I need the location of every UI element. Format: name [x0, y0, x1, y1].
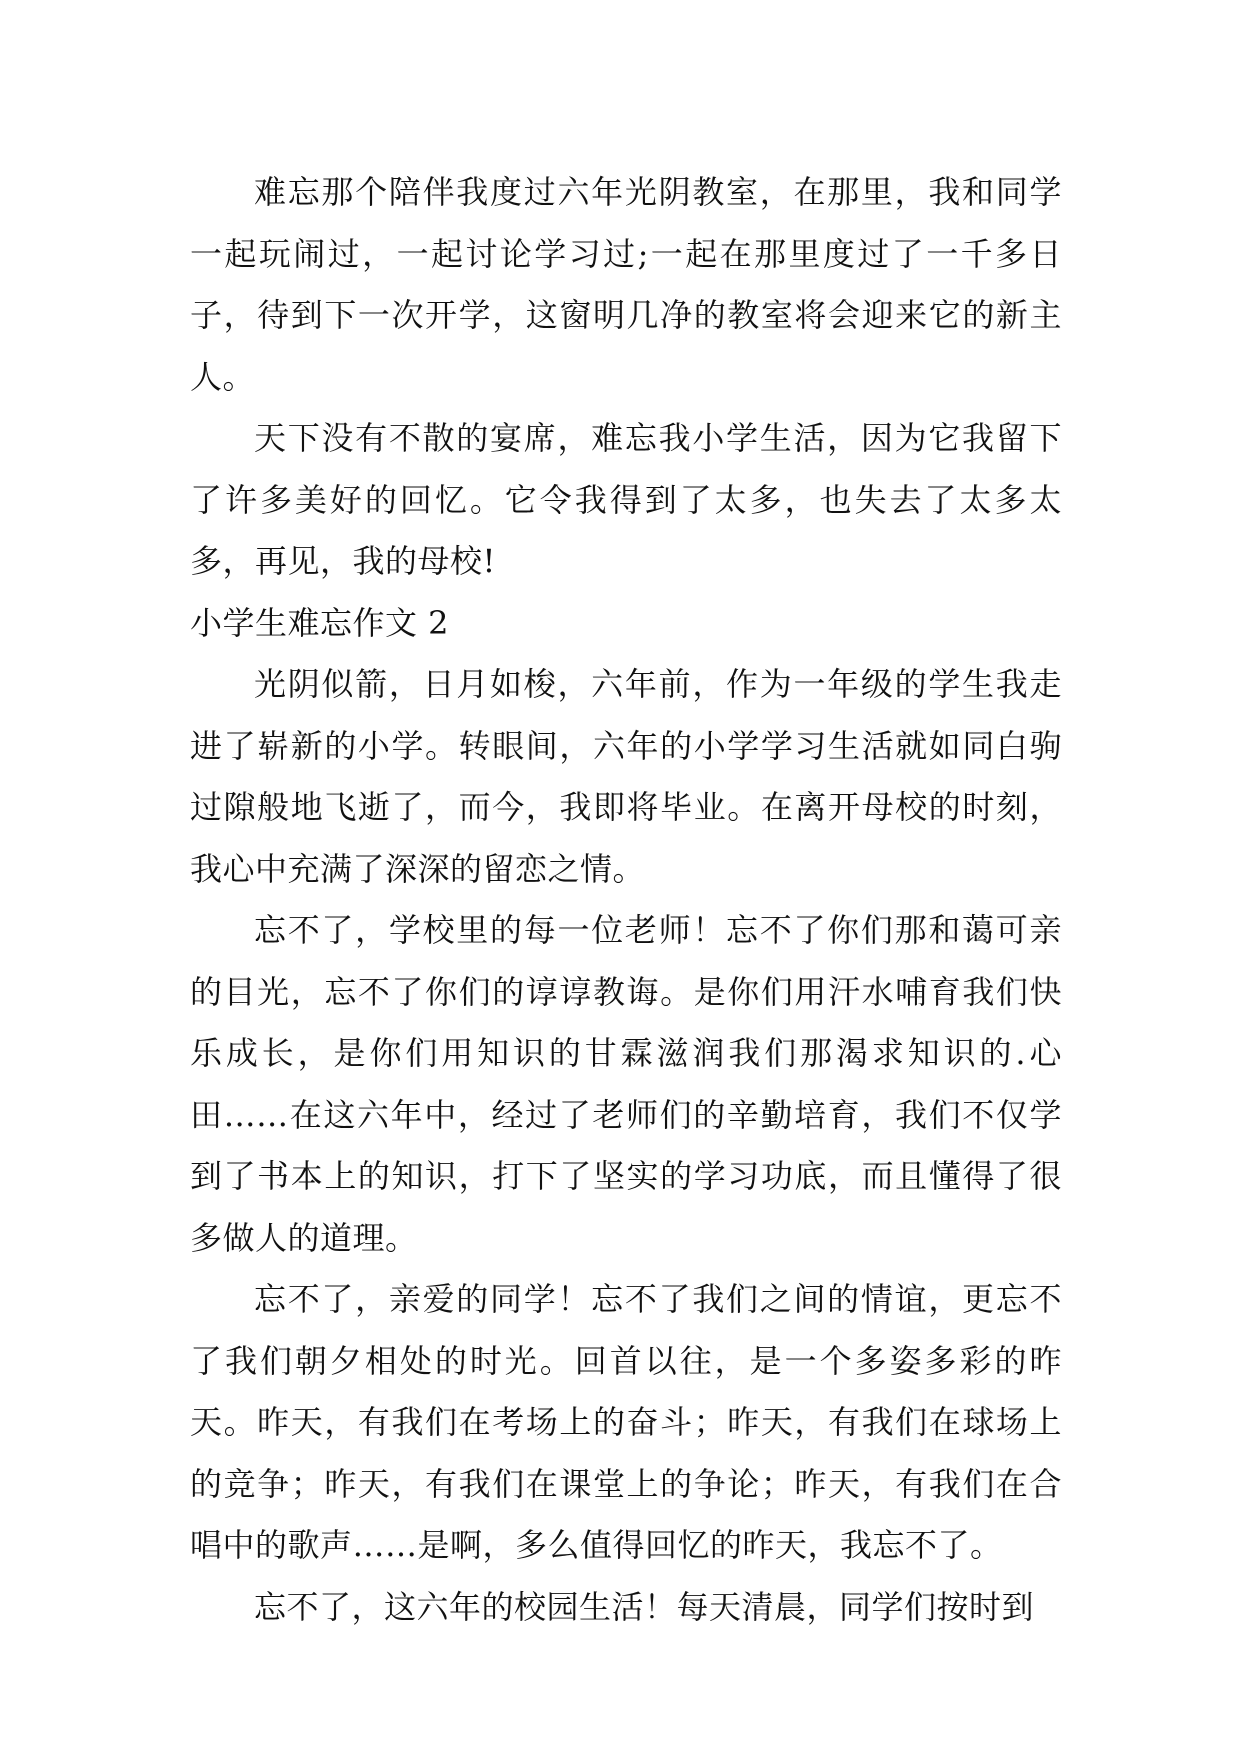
paragraph-3: 光阴似箭，日月如梭，六年前，作为一年级的学生我走进了崭新的小学。转眼间，六年的小学学习生活就如同白驹过隙般地飞逝了，而今，我即将毕业。在离开母校的时刻，我心中充满了深深的留恋之情。 [190, 665, 1062, 888]
paragraph-1: 难忘那个陪伴我度过六年光阴教室，在那里，我和同学一起玩闹过，一起讨论学习过;一起在那里度过了一千多日子，待到下一次开学，这窗明几净的教室将会迎来它的新主人。 [190, 173, 1062, 396]
document-body [190, 162, 1062, 1638]
paragraph-4: 忘不了，学校里的每一位老师！忘不了你们那和蔼可亲的目光，忘不了你们的谆谆教诲。是你们用汗水哺育我们快乐成长，是你们用知识的甘霖滋润我们那渴求知识的.心田……在这六年中，经过了老师们的辛勤培育，我们不仅学到了书本上的知识，打下了坚实的学习功底，而且懂得了很多做人的道理。 [190, 911, 1062, 1257]
section-heading: 小学生难忘作文 2 [190, 603, 450, 642]
paragraph-2: 天下没有不散的宴席，难忘我小学生活，因为它我留下了许多美好的回忆。它令我得到了太多，也失去了太多太多，再见，我的母校! [190, 419, 1062, 580]
paragraph-6: 忘不了，这六年的校园生活！每天清晨，同学们按时到 [254, 1587, 1035, 1626]
paragraph-5: 忘不了，亲爱的同学！忘不了我们之间的情谊，更忘不了我们朝夕相处的时光。回首以往，是一个多姿多彩的昨天。昨天，有我们在考场上的奋斗；昨天，有我们在球场上的竞争；昨天，有我们在课堂上的争论；昨天，有我们在合唱中的歌声……是啊，多么值得回忆的昨天，我忘不了。 [190, 1280, 1062, 1564]
